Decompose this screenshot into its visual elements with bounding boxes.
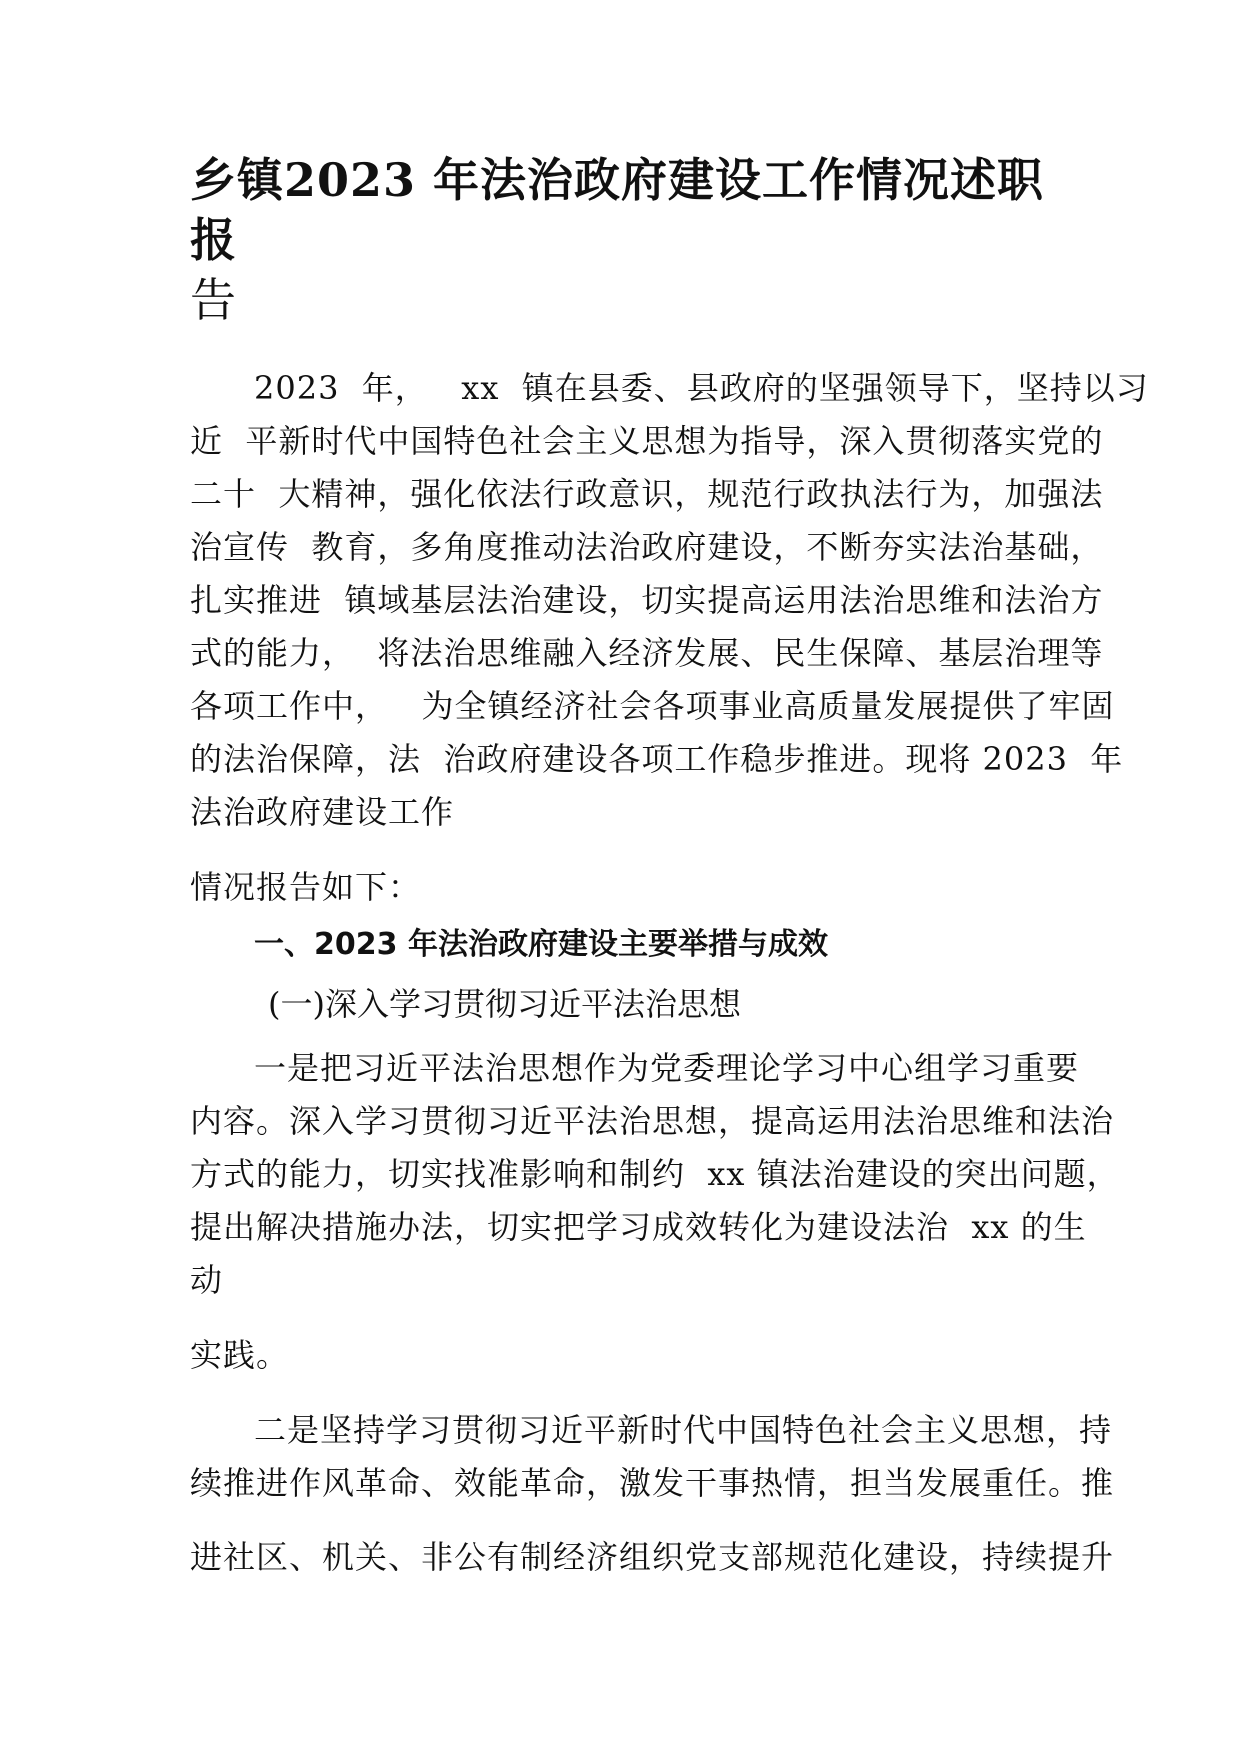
intro-tail: 情况报告如下： bbox=[190, 868, 422, 906]
intro-line: 扎实推进 镇域基层法治建设，切实提高运用法治思维和法治方 bbox=[190, 581, 1104, 619]
paragraph-line: 动 bbox=[190, 1261, 224, 1299]
intro-line: 近 平新时代中国特色社会主义思想为指导，深入贯彻落实党的 bbox=[190, 422, 1104, 460]
intro-line: 的法治保障，法 治政府建设各项工作稳步推进。现将 2023 年 bbox=[190, 740, 1124, 778]
intro-line: 治宣传 教育，多角度推动法治政府建设，不断夯实法治基础， bbox=[190, 528, 1104, 566]
subsection-heading: (一)深入学习贯彻习近平法治思想 bbox=[268, 985, 741, 1023]
document-title bbox=[190, 150, 1070, 330]
title-line-1: 乡镇2023 年法治政府建设工作情况述职报 bbox=[190, 153, 1045, 267]
paragraph-line: 续推进作风革命、效能革命，激发干事热情，担当发展重任。推 bbox=[190, 1464, 1115, 1502]
paragraph-line: 一是把习近平法治思想作为党委理论学习中心组学习重要 bbox=[254, 1049, 1080, 1087]
paragraph-line: 提出解决措施办法，切实把学习成效转化为建设法治 xx 的生 bbox=[190, 1208, 1087, 1246]
intro-line: 二十 大精神，强化依法行政意识，规范行政执法行为，加强法 bbox=[190, 475, 1104, 513]
paragraph-tail: 实践。 bbox=[190, 1336, 290, 1374]
paragraph-line: 二是坚持学习贯彻习近平新时代中国特色社会主义思想，持 bbox=[254, 1411, 1113, 1449]
paragraph-line: 方式的能力，切实找准影响和制约 xx 镇法治建设的突出问题， bbox=[190, 1155, 1120, 1193]
title-line-2: 告 bbox=[190, 273, 237, 327]
intro-line: 2023 年， xx 镇在县委、县政府的坚强领导下，坚持以习 bbox=[254, 369, 1149, 407]
section-heading: 一、2023 年法治政府建设主要举措与成效 bbox=[254, 927, 828, 962]
intro-line: 式的能力， 将法治思维融入经济发展、民生保障、基层治理等 bbox=[190, 634, 1104, 672]
intro-line: 各项工作中， 为全镇经济社会各项事业高质量发展提供了牢固 bbox=[190, 687, 1115, 725]
intro-line: 法治政府建设工作 bbox=[190, 793, 455, 831]
paragraph-line: 内容。深入学习贯彻习近平法治思想，提高运用法治思维和法治 bbox=[190, 1102, 1115, 1140]
paragraph-line: 进社区、机关、非公有制经济组织党支部规范化建设，持续提升 bbox=[190, 1538, 1115, 1576]
